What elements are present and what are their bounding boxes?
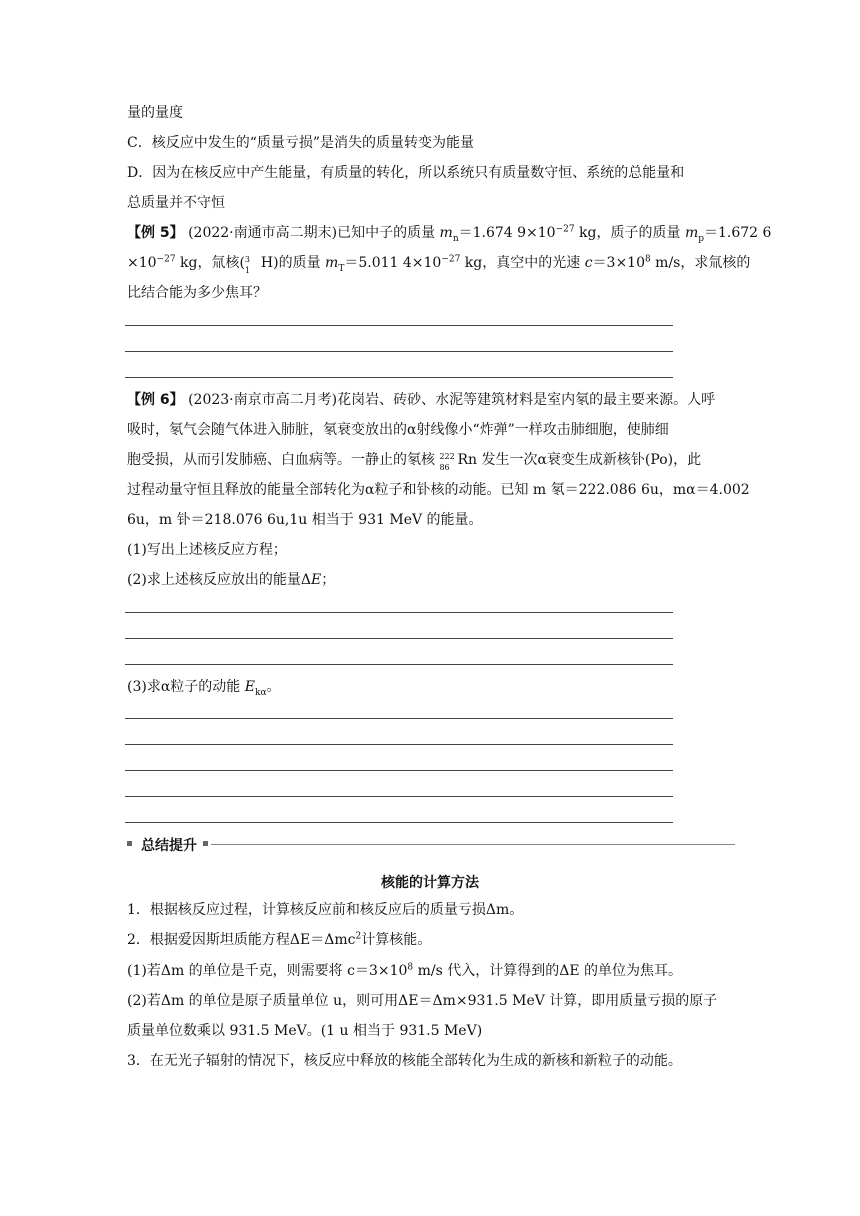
answer-line (125, 351, 673, 352)
answer-line (125, 377, 673, 378)
summary-point-2-2: (2)若Δm 的单位是原子质量单位 u，则可用ΔE＝Δm×931.5 MeV 计算，即用质量亏损的原子 (127, 993, 718, 1009)
answer-line (125, 744, 673, 745)
option-d-line2: 总质量并不守恒 (127, 195, 225, 211)
summary-point-3: 3．在无光子辐射的情况下，核反应中释放的核能全部转化为生成的新核和新粒子的动能。 (127, 1053, 682, 1069)
question-3: (3)求α粒子的动能 $E_{k\alpha}$。 (127, 679, 281, 698)
answer-line (125, 822, 673, 823)
answer-line (125, 718, 673, 719)
summary-point-2-1: (1)若Δm 的单位是千克，则需要将 $c=3\times 10^8$ m/s 代入，计算得到的ΔE 的单位为焦耳。 (127, 962, 683, 979)
summary-title: 核能的计算方法 (381, 875, 479, 891)
question-1: (1)写出上述核反应方程； (127, 542, 287, 558)
question-2: (2)求上述核反应放出的能量ΔE； (127, 572, 336, 588)
example-5-line2: $\times 10^{-27}$ kg，氚核( 3 1 H)的质量 $m_T=5.011$ $4\times 10^{-27}$ kg，真空中的光速 $c=3\times 10^8$ m/s，求氚核的 (127, 254, 751, 275)
summary-point-1: 1．根据核反应过程，计算核反应前和核反应后的质量亏损Δm。 (127, 902, 524, 918)
example-6-line5: 6u，m 钋＝218.076 6u,1u 相当于 931 MeV 的能量。 (127, 512, 483, 528)
tritium-nuclide: 3 1 (244, 255, 250, 275)
radon-nuclide: 222 86 (439, 452, 455, 472)
section-header-label: 总结提升 (141, 838, 197, 854)
summary-point-2-2-cont: 质量单位数乘以 931.5 MeV。(1 u 相当于 931.5 MeV) (127, 1023, 483, 1039)
answer-line (125, 638, 673, 639)
text-line: 量的量度 (127, 105, 183, 121)
answer-line (125, 325, 673, 326)
section-header (127, 834, 735, 856)
answer-line (125, 770, 673, 771)
example-5-line1: 【例 5】 (2022·南通市高二期末)已知中子的质量 $m_n=1.674$ $9\times 10^{-27}$ kg，质子的质量 $m_p=1.672$ 6 (127, 224, 772, 244)
summary-point-2: 2．根据爱因斯坦质能方程ΔE＝Δmc$^2$计算核能。 (127, 931, 432, 948)
example-5-line3: 比结合能为多少焦耳？ (127, 285, 267, 301)
answer-line (125, 796, 673, 797)
option-c: C．核反应中发生的“质量亏损”是消失的质量转变为能量 (127, 135, 475, 151)
square-bullet-icon (127, 841, 132, 846)
section-divider (211, 844, 735, 845)
example-6-line3: 胞受损，从而引发肺癌、白血病等。一静止的氡核 222 86 Rn 发生一次α衰变生成新核钋(Po)，此 (127, 452, 702, 472)
example-6-line4: 过程动量守恒且释放的能量全部转化为α粒子和钋核的动能。已知 m 氡＝222.086 6u，mα＝4.002 (127, 482, 750, 498)
option-d-line1: D．因为在核反应中产生能量，有质量的转化，所以系统只有质量数守恒、系统的总能量和 (127, 165, 685, 181)
example-6-line2: 吸时，氡气会随气体进入肺脏，氡衰变放出的α射线像小“炸弹”一样攻击肺细胞，使肺细 (127, 422, 669, 438)
example-5-tag: 【例 5】 (127, 225, 184, 241)
answer-line (125, 612, 673, 613)
answer-line (125, 664, 673, 665)
example-6-line1: 【例 6】 (2023·南京市高二月考)花岗岩、砖砂、水泥等建筑材料是室内氡的最主要来源。人呼 (127, 392, 716, 408)
square-bullet-icon (203, 841, 208, 846)
example-6-tag: 【例 6】 (127, 392, 184, 408)
